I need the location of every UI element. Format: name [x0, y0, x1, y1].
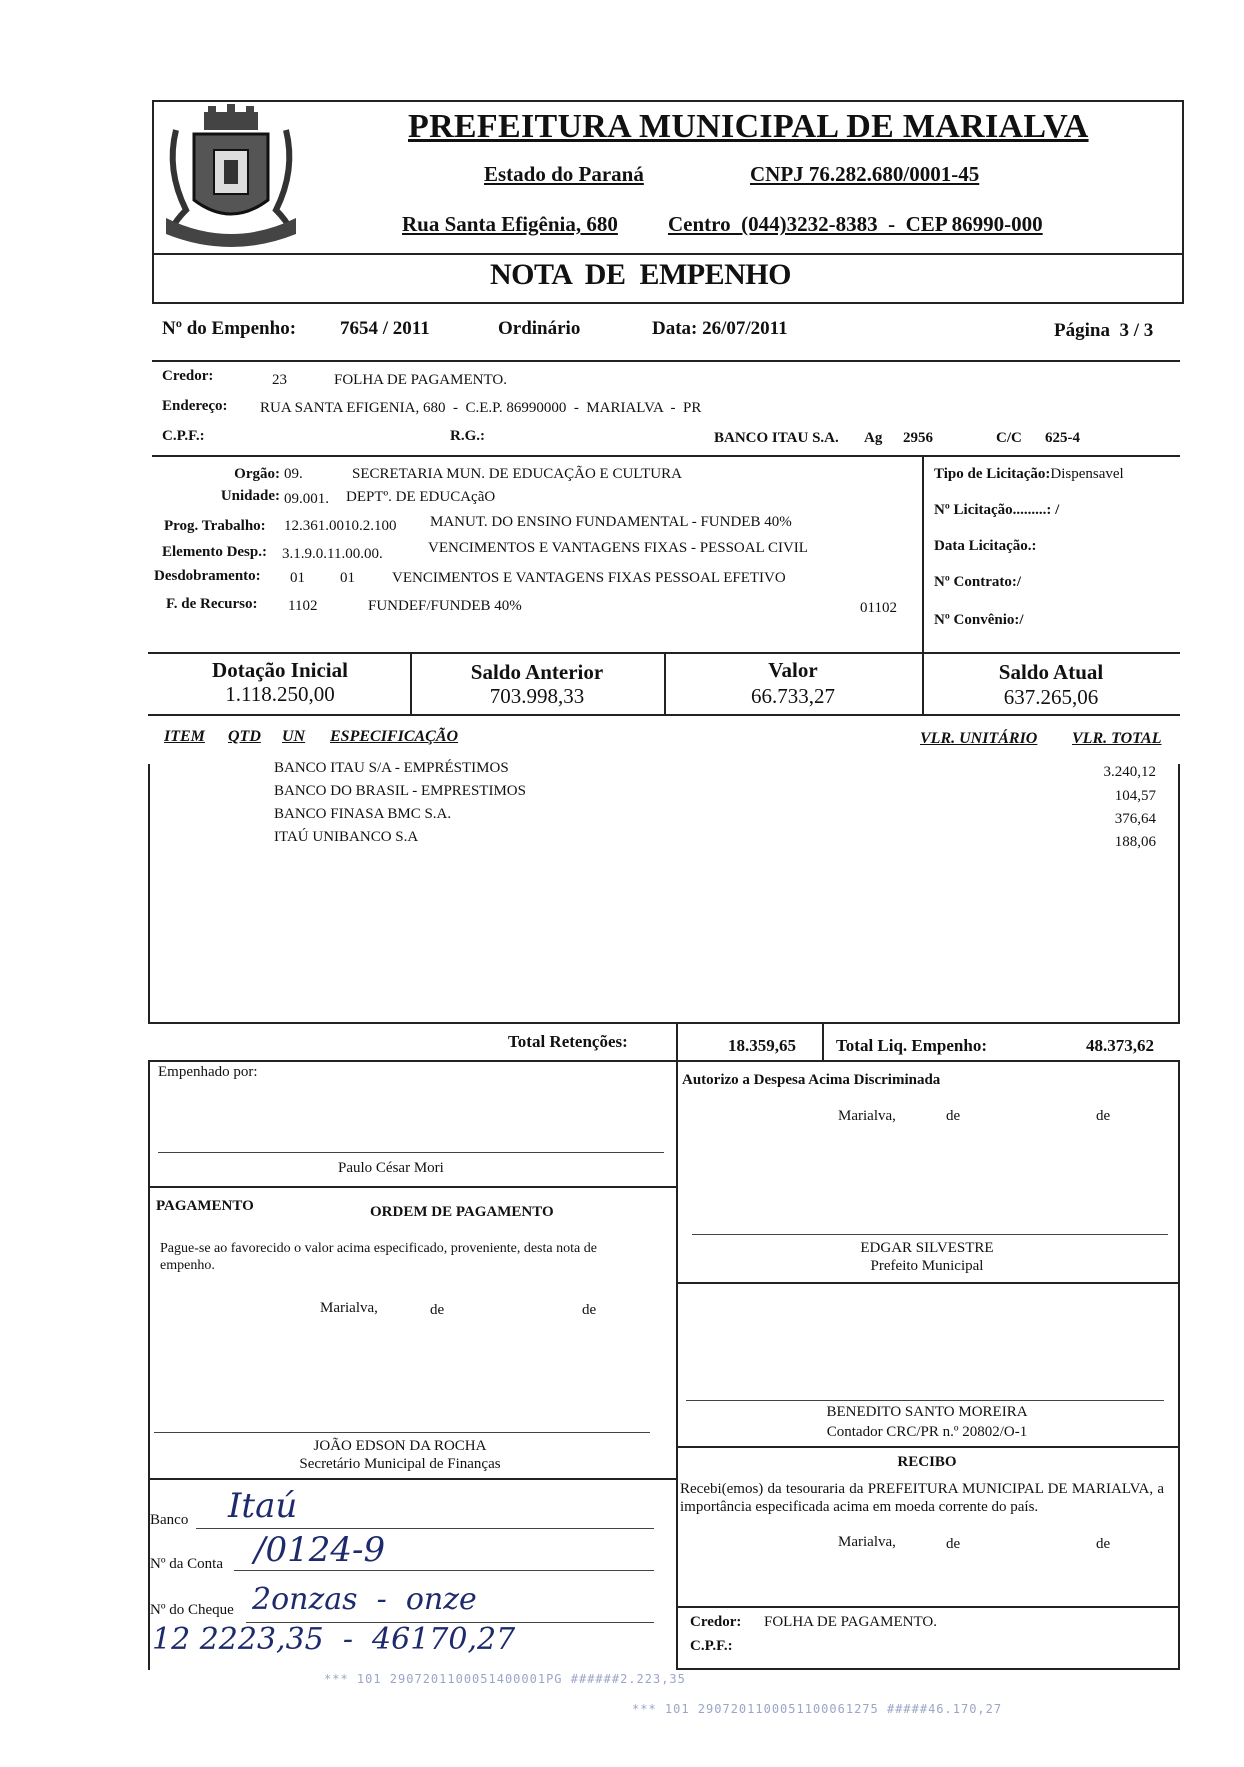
bank-stamp-1: *** 101 2907201100051400001PG ######2.223,35 [324, 1672, 686, 1686]
cheque-label: Nº do Cheque [150, 1602, 234, 1618]
items-header-un: UN [282, 728, 306, 745]
list-item: ITAÚ UNIBANCO S.A [274, 829, 419, 845]
totals-divider-1 [676, 1022, 678, 1060]
retencoes-value: 18.359,65 [728, 1036, 796, 1055]
credor-label: Credor: [162, 368, 214, 384]
tipo-licitacao-value: Dispensavel [1050, 466, 1124, 482]
endereco-value: RUA SANTA EFIGENIA, 680 - C.E.P. 86990000 - MARIALVA - PR [260, 400, 702, 416]
list-item-total: 188,06 [1114, 834, 1156, 850]
page-number: Página 3 / 3 [1054, 320, 1154, 341]
conta-handwritten: /0124-9 [254, 1530, 386, 1570]
dotacao-value: 1.118.250,00 [225, 682, 335, 706]
recibo-label: RECIBO [897, 1454, 957, 1470]
totals-divider-2 [822, 1022, 824, 1060]
autorizo-label: Autorizo a Despesa Acima Discriminada [682, 1072, 941, 1088]
list-item-total: 376,64 [1114, 811, 1156, 827]
contador-signature-line [686, 1400, 1164, 1401]
retencoes-label: Total Retenções: [508, 1032, 628, 1051]
elemento-value: VENCIMENTOS E VANTAGENS FIXAS - PESSOAL CIVIL [428, 540, 808, 556]
banco-handwritten: Itaú [228, 1486, 298, 1526]
saldo-atual-value: 637.265,06 [1003, 685, 1099, 709]
coat-of-arms-logo [156, 100, 306, 252]
recurso-code: 1102 [288, 598, 318, 614]
elemento-label: Elemento Desp.: [162, 544, 267, 560]
elemento-code: 3.1.9.0.11.00.00. [282, 546, 383, 562]
banco-top-line [148, 1478, 676, 1480]
pagamento-de-1: de [430, 1302, 445, 1318]
recurso-label: F. de Recurso: [166, 596, 258, 612]
recibo-text: Recebi(emos) da tesouraria da PREFEITURA MUNICIPAL DE MARIALVA, a importância especificada acima em moeda corrente do país. [680, 1481, 1164, 1515]
saldo-atual-label: Saldo Atual [998, 660, 1104, 684]
address-label: Rua Santa Efigênia, 680 [402, 212, 618, 236]
prog-code: 12.361.0010.2.100 [284, 518, 397, 534]
valor-label: Valor [768, 658, 818, 682]
autorizo-place: Marialva, [838, 1108, 896, 1124]
autorizo-de-2: de [1096, 1108, 1111, 1124]
agency-label: Ag [864, 430, 883, 446]
rg-label: R.G.: [450, 428, 485, 444]
district-phone-cep: Centro (044)3232-8383 - CEP 86990-000 [668, 212, 1043, 236]
licitacao-date: Data Licitação.: [934, 538, 1037, 554]
empenhado-name: Paulo César Mori [338, 1160, 444, 1176]
endereco-label: Endereço: [162, 398, 228, 414]
banco-label: Banco [150, 1512, 189, 1528]
items-right-border [1178, 764, 1180, 1022]
empenho-date: Data: 26/07/2011 [652, 318, 788, 339]
secretario-signature-line [154, 1432, 650, 1433]
lower-middle-border [676, 1060, 678, 1670]
dotacao-label: Dotação Inicial [212, 658, 348, 682]
totals-top-line [148, 1022, 1180, 1024]
recibo-credor-line [676, 1606, 1180, 1608]
credor-code: 23 [272, 372, 287, 388]
items-header-unit: VLR. UNITÁRIO [920, 730, 1038, 747]
pagamento-text: Pague-se ao favorecido o valor acima especificado, proveniente, desta nota de empenho. [160, 1241, 597, 1273]
credor-name: FOLHA DE PAGAMENTO. [334, 372, 507, 388]
recibo-de-1: de [946, 1536, 961, 1552]
account-label: C/C [996, 430, 1022, 446]
list-item: BANCO FINASA BMC S.A. [274, 806, 452, 822]
state-label: Estado do Paraná [484, 162, 644, 186]
contrato-number: Nº Contrato:/ [934, 574, 1022, 590]
orgao-value: SECRETARIA MUN. DE EDUCAÇÃO E CULTURA [352, 466, 682, 482]
recibo-cpf-label: C.P.F.: [690, 1638, 733, 1654]
secretario-name: JOÃO EDSON DA ROCHA [313, 1438, 487, 1454]
banco-line [196, 1528, 654, 1529]
licitacao-number: Nº Licitação.........: / [934, 502, 1060, 518]
empenhado-signature-line [158, 1152, 664, 1153]
empenho-number: 7654 / 2011 [340, 318, 430, 339]
totals-bottom-line [148, 1060, 1180, 1062]
desdobramento-code-1: 01 [290, 570, 305, 586]
recurso-code-2: 01102 [860, 600, 897, 616]
bank-stamp-2: *** 101 2907201100051100061275 #####46.170,27 [632, 1702, 1003, 1716]
recibo-de-2: de [1096, 1536, 1111, 1552]
liquido-label: Total Liq. Empenho: [836, 1036, 987, 1055]
header-divider [152, 253, 1182, 255]
pagamento-top-line [148, 1186, 676, 1188]
empenho-underline [152, 360, 1180, 362]
tipo-licitacao-label-text: Tipo de Licitação: [934, 466, 1051, 482]
contador-name: BENEDITO SANTO MOREIRA [826, 1404, 1028, 1420]
cpf-label: C.P.F.: [162, 428, 205, 444]
cnpj-label: CNPJ 76.282.680/0001-45 [750, 162, 980, 186]
ordem-pagamento-label: ORDEM DE PAGAMENTO [370, 1204, 554, 1220]
lower-right-border [1178, 1060, 1180, 1670]
recibo-credor-label: Credor: [690, 1614, 742, 1630]
conta-label: Nº da Conta [150, 1556, 223, 1572]
cheque-handwritten-amounts: 12 2223,35 - 46170,27 [152, 1622, 516, 1657]
unidade-label: Unidade: [220, 488, 280, 504]
recibo-top-line [676, 1446, 1180, 1448]
tipo-licitacao-label [934, 466, 1124, 483]
autorizo-de-1: de [946, 1108, 961, 1124]
document-title: NOTA DE EMPENHO [490, 258, 791, 291]
lower-left-border [148, 1060, 150, 1670]
unidade-value: DEPTº. DE EDUCAçãO [346, 489, 496, 505]
prog-value: MANUT. DO ENSINO FUNDAMENTAL - FUNDEB 40% [430, 514, 792, 530]
valor-value: 66.733,27 [751, 684, 835, 708]
agency-value: 2956 [903, 430, 933, 446]
recibo-place: Marialva, [838, 1534, 896, 1550]
conta-line [234, 1570, 654, 1571]
recibo-credor-value: FOLHA DE PAGAMENTO. [764, 1614, 937, 1630]
empenho-type: Ordinário [498, 318, 581, 339]
autorizo-bottom-line [676, 1282, 1180, 1284]
secretario-role: Secretário Municipal de Finanças [299, 1456, 501, 1472]
credor-underline [152, 455, 1180, 457]
orgao-label: Orgão: [234, 466, 280, 482]
cheque-handwritten: 2onzas - onze [252, 1582, 477, 1617]
items-header-total: VLR. TOTAL [1072, 730, 1162, 747]
contador-role: Contador CRC/PR n.º 20802/O-1 [826, 1424, 1028, 1440]
prefeito-role: Prefeito Municipal [870, 1258, 984, 1274]
unidade-code: 09.001. [284, 491, 329, 507]
prefeito-name: EDGAR SILVESTRE [860, 1240, 994, 1256]
desdobramento-code-2: 01 [340, 570, 355, 586]
pagamento-place: Marialva, [320, 1300, 378, 1316]
saldo-anterior-label: Saldo Anterior [470, 660, 604, 684]
prog-label: Prog. Trabalho: [164, 518, 266, 534]
items-left-border [148, 764, 150, 1022]
account-value: 625-4 [1045, 430, 1080, 446]
pagamento-de-2: de [582, 1302, 597, 1318]
list-item-total: 3.240,12 [1103, 764, 1156, 780]
form-bottom-line [676, 1668, 1180, 1670]
items-header-espec: ESPECIFICAÇÃO [330, 728, 459, 745]
liquido-value: 48.373,62 [1086, 1036, 1154, 1055]
recurso-value: FUNDEF/FUNDEB 40% [368, 598, 522, 614]
list-item: BANCO DO BRASIL - EMPRESTIMOS [274, 783, 526, 799]
empenhado-label: Empenhado por: [158, 1064, 258, 1080]
bank-name: BANCO ITAU S.A. [714, 430, 839, 446]
licitacao-divider [922, 455, 924, 653]
convenio-number: Nº Convênio:/ [934, 612, 1024, 628]
desdobramento-value: VENCIMENTOS E VANTAGENS FIXAS PESSOAL EFETIVO [392, 570, 786, 586]
empenho-label: Nº do Empenho: [162, 318, 297, 339]
desdobramento-label: Desdobramento: [154, 568, 261, 584]
list-item: BANCO ITAU S/A - EMPRÉSTIMOS [274, 760, 509, 776]
saldos-bottom-line [148, 714, 1180, 716]
items-header-item: ITEM [164, 728, 205, 745]
items-header-qtd: QTD [228, 728, 261, 745]
saldo-anterior-value: 703.998,33 [489, 684, 585, 708]
pagamento-label: PAGAMENTO [156, 1198, 254, 1214]
list-item-total: 104,57 [1114, 788, 1156, 804]
prefeitura-title: PREFEITURA MUNICIPAL DE MARIALVA [408, 108, 1089, 145]
orgao-code: 09. [284, 466, 303, 482]
prefeito-signature-line [692, 1234, 1168, 1235]
